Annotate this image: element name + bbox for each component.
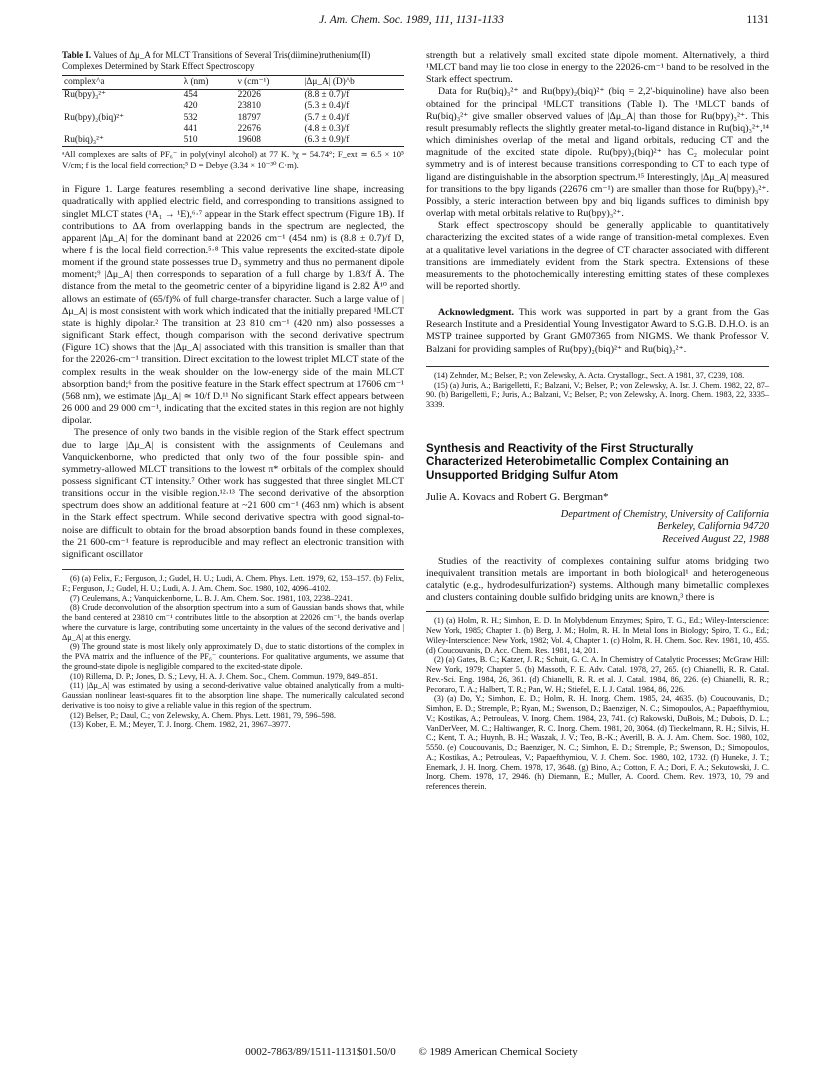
reference-item: (15) (a) Juris, A.; Barigelletti, F.; Balzani, V.; Belser, P.; von Zelewsky, A. Isr. J. Chem. 1982, 22, 87–90. (b) Barigelletti, F.; Juris, A.; Balzani, V.; Belser, P.; von Zelewsky, A. Inorg. Chem. 1983, 22, 3335–3339. (426, 380, 769, 409)
table-cell: 22676 (237, 123, 261, 134)
table-header-cell: ν (cm⁻¹) (236, 76, 303, 90)
stark-table (62, 75, 404, 147)
issn-code: 0002-7863/89/1511-1131$01.50/0 (245, 1046, 396, 1058)
table-cell: Ru(bpy)₂(biq)²⁺ (64, 112, 124, 123)
references-right-top (426, 371, 769, 410)
reference-item: (7) Ceulemans, A.; Vanquickenborne, L. B. J. Am. Chem. Soc. 1981, 103, 2238–2241. (70, 593, 353, 603)
table-cell (62, 124, 182, 135)
table-caption-text: Values of Δμ_A for MLCT Transitions of Several Tris(diimine)ruthenium(II) Complexes Determined by Stark Effect Spectroscopy (62, 50, 371, 71)
table-header-cell: |Δμ_A| (D)^b (303, 76, 405, 90)
references-left (62, 574, 404, 730)
page-number: 1131 (746, 14, 769, 26)
table-cell: (4.8 ± 0.3)/f (304, 123, 350, 134)
body-paragraph: in Figure 1. Large features resembling a second derivative line shape, increasing quadratically with applied electric field, and corresponding to transitions assigned to singlet MLCT states (¹A₁ → ¹E),⁶·⁷ appear in the Stark effect spectrum (Figure 1B). If contributions to ΔA from overlapping bands in the spectrum are neglected, the apparent |Δμ_A| for the dominant band at 22026 cm⁻¹ (454 nm) is (8.8 ± 0.7)/f D, where f is the local field correction.⁵·⁸ This value represents the excited-state dipole moment if the ground state possesses true D₃ symmetry and thus no permanent dipole moment;⁹ |Δμ_A| then corresponds to separation of a full charge by 1.83/f Å. The distance from the metal to the geometric center of a bipyridine ligand is 2.82 Å¹⁰ and allows an estimate of (65/f)% of full charge-transfer character. Such a large value of |Δμ_A| is most consistent with work which indicated that the initially prepared ¹MLCT state is highly dipolar.² The transition at 23 810 cm⁻¹ (420 nm) also possesses a significant Stark effect, though comparison with the second derivative spectrum (Figure 1C) shows that the |Δμ_A| associated with this transition is smaller than that for the 22026-cm⁻¹ transition. Direct excitation to the lowest triplet MLCT state of the complex results in the weak shoulder on the low-energy side of the main MLCT absorption band;⁶ from the positive feature in the Stark effect spectrum at 17606 cm⁻¹ (568 nm), we estimate |Δμ_A| ≃ 10/f D.¹¹ No significant Stark effect appears between 26 000 and 29 000 cm⁻¹, indicating that the excited states in this region are not highly dipolar. (62, 184, 405, 427)
reference-item: (8) Crude deconvolution of the absorption spectrum into a sum of Gaussian bands shows that, while the band centered at 23810 cm⁻¹ contributes little to the absorption at 22026 cm⁻¹, the bands overlap where the curvature is large, contributing some uncertainty in the values of the second derivative and |Δμ_A| at this energy. (62, 603, 404, 642)
reference-item: (11) |Δμ_A| was estimated by using a second-derivative value obtained analytically from a multi-Gaussian nonlinear least-squares fit to the absorption line shape. The numerically calculated second derivative is too noisy to give a reliable value in this region of the spectrum. (62, 681, 404, 710)
body-paragraph: The presence of only two bands in the visible region of the Stark effect spectrum due to large |Δμ_A| is consistent with the assignments of Ceulemans and Vanquickenborne, who predicted that only two of the four possible spin- and symmetry-allowed MLCT transitions to the lowest π* orbitals of the complex should possess significant CT intensity.⁷ Other work has suggested that three singlet MLCT transitions occur in the visible region.¹²·¹³ The second derivative of the absorption spectrum does show an additional feature at ~21 600 cm⁻¹ (463 nm) which is absent in the Stark effect spectrum. While second derivative spectra with good signal-to-noise are difficult to obtain for the broad absorption bands found in these complexes, the 21 600-cm⁻¹ feature is reproducible and may reflect an electronic transition with significant oscillator (62, 427, 404, 560)
running-header (0, 14, 823, 30)
table-cell: (5.3 ± 0.4)/f (304, 101, 350, 112)
table-cell: 532 (183, 112, 198, 123)
reference-item: (6) (a) Felix, F.; Ferguson, J.; Gudel, H. U.; Ludi, A. Chem. Phys. Lett. 1979, 62, 153–157. (b) Felix, F.; Ferguson, J.; Gudel, H. U.; Ludi, A. J. Am. Chem. Soc. 1980, 102, 4096–4102. (62, 574, 404, 593)
table-footnotes: ᵃAll complexes are salts of PF₆⁻ in poly(vinyl alcohol) at 77 K. ᵇχ = 54.74°; F_ext ≃ 6.5 × 10⁵ V/cm; f is the local field correction;⁵ D = Debye (3.34 × 10⁻³⁰ C·m). (62, 149, 404, 170)
reference-item: (12) Belser, P.; Daul, C.; von Zelewsky, A. Chem. Phys. Lett. 1981, 79, 596–598. (70, 710, 336, 720)
table-row (62, 101, 404, 112)
reference-item: (9) The ground state is most likely only approximately D₃ due to static distortions of the complex in the PVA matrix and the influence of the PF₆⁻ counterions. For qualitative arguments, we assume that the ground-state dipole is negligible compared to the excited-state dipole. (62, 642, 404, 671)
reference-item: (2) (a) Gates, B. C.; Katzer, J. R.; Schuit, G. C. A. In Chemistry of Catalytic Processes; McGraw Hill: New York, 1979; Chapter 5. (b) Massoth, F. E. Adv. Catal. 1978, 27, 265. (c) Chianelli, R. R. Catal. Rev.-Sci. Eng. 1984, 26, 361. (d) Chianelli, R. R. et al. J. Catal. 1984, 86, 226. (e) Chianelli, R. R.; Pecoraro, T. A.; Halbert, T. R.; Pan, W. H.; Stiefel, E. I. J. Catal. 1984, 86, 226. (426, 655, 769, 694)
table-cell: (5.7 ± 0.4)/f (304, 112, 350, 123)
table-header-row (62, 76, 404, 90)
table-cell: 510 (183, 135, 198, 146)
journal-citation: J. Am. Chem. Soc. 1989, 111, 1131-1133 (319, 14, 504, 26)
table-row (62, 90, 404, 102)
received-date: Received August 22, 1988 (662, 533, 769, 545)
body-paragraph: Studies of the reactivity of complexes containing sulfur atoms bridging two inequivalent transition metals are important in both biological¹ and heterogeneous catalytic (e.g., hydrodesulfurization²) systems. Although many bimetallic complexes and clusters containing double sulfido bridging units are known,³ there is (426, 555, 769, 604)
right-column (426, 50, 769, 792)
reference-item: (3) (a) Do, Y.; Simhon, E. D.; Holm, R. H. Inorg. Chem. 1985, 24, 4635. (b) Coucouvanis, D.; Simhon, E. D.; Stremple, P.; Ryan, M.; Swenson, D.; Baenziger, N. C.; Simopoulos, A.; Papaefthymiou, V.; Kostikas, A.; Petrouleas, V. Inorg. Chem. 1984, 23, 741. (c) Rakowski, DuBois, M.; Dubois, D. L.; VanDerVeer, M. C.; Haltiwanger, R. C. Inorg. Chem. 1981, 20, 3064. (d) Tieckelmann, R. H.; Silvis, H. C.; Kent, T. A.; Huynh, B. H.; Waszak, J. V.; Teo, B.-K.; Averill, B. A. J. Am. Chem. Soc. 1980, 102, 5550. (e) Coucouvanis, D.; Baenziger, N. C.; Simhon, E. D.; Stremple, P.; Swenson, D.; Simopoulos, A.; Kostikas, A.; Petrouleas, V.; Papaefthymiou, V. J. Chem. Soc. 1980, 102, 1732. (f) Huneke, J. T.; Enemark, J. H. Inorg. Chem. 1978, 17, 3648. (g) Bino, A.; Cotton, F. A.; Dori, F. A.; Sekutowski, J. C. Inorg. Chem. 1978, 17, 2946. (h) Diemann, E.; Muller, A. Coord. Chem. Rev. 1973, 10, 79 and references therein. (426, 694, 769, 792)
table-cell (62, 101, 182, 112)
table-cell: 18797 (237, 112, 261, 123)
body-paragraph: Data for Ru(biq)₃²⁺ and Ru(bpy)₂(biq)²⁺ (biq = 2,2'-biquinoline) have also been obtained for the principal ¹MLCT transitions (Table I). The ¹MLCT bands of Ru(biq)₃²⁺ give smaller observed values of |Δμ_A| than those for Ru(bpy)₃²⁺. This result presumably reflects the slightly greater metal-to-ligand distance in Ru(biq)₃²⁺,¹⁴ which diminishes overlap of the metal and ligand orbitals, reducing CT and the magnitude of the excited state dipole. Ru(bpy)₂(biq)²⁺ has C₂ molecular point symmetry and is of interest because transitions corresponding to CT to each type of ligand are distinguishable in the absorption spectrum.¹⁵ Interestingly, |Δμ_A| measured for transitions to the bpy ligands (22676 cm⁻¹) are smaller than those for Ru(bpy)₃²⁺. Possibly, a steric interaction between bpy and biq ligands suffices to diminish bpy overlap with metal orbitals relative to Ru(bpy)₃²⁺. (426, 86, 769, 220)
table-cell: 454 (183, 90, 198, 101)
copyright: © 1989 American Chemical Society (418, 1046, 578, 1058)
body-paragraph: Stark effect spectroscopy should be generally applicable to quantitatively characterizing the excited states of a wide range of transition-metal complexes. Even at a qualitative level variations in the degree of CT character associated with different transitions are immediately evident from the Stark spectra. Extensions of these measurements to the photochemically interesting emitting states of these complexes will be reported shortly. (426, 220, 769, 292)
table-header-cell: complex^a (62, 76, 182, 90)
reference-item: (10) Rillema, D. P.; Jones, D. S.; Levy, H. A. J. Chem. Soc., Chem. Commun. 1979, 849–851. (70, 671, 378, 681)
article-authors: Julie A. Kovacs and Robert G. Bergman* (426, 490, 609, 503)
left-column (62, 50, 404, 730)
acknowledgment-text: This work was supported in part by a grant from the Gas Research Institute and a Presidential Young Investigator Award to S.G.B. D.H.O. is an MSTP trainee supported by Grant GM07365 from NIGMS. We thank Professor V. Balzani for providing samples of Ru(bpy)₂(biq)²⁺ and Ru(biq)₃²⁺. (426, 307, 769, 355)
affiliation-city: Berkeley, California 94720 (657, 521, 769, 533)
reference-item: (13) Kober, E. M.; Meyer, T. J. Inorg. Chem. 1982, 21, 3967–3977. (70, 720, 291, 730)
table-row (62, 135, 404, 147)
page-footer (0, 1046, 823, 1058)
acknowledgment (426, 307, 769, 356)
footnote-divider (426, 366, 769, 367)
acknowledgment-label: Acknowledgment. (438, 307, 514, 319)
table-cell: Ru(bpy)₃²⁺ (64, 90, 106, 101)
table-cell: 19608 (237, 135, 261, 146)
table-cell: (8.8 ± 0.7)/f (304, 90, 350, 101)
article-title: Synthesis and Reactivity of the First Structurally Characterized Heterobimetallic Complex Containing an Unsupported Bridging Sulfur Atom (426, 441, 729, 482)
footnote-divider (426, 611, 769, 612)
table-cell: 22026 (237, 90, 261, 101)
footnote-divider (62, 569, 404, 570)
table-cell: 441 (183, 123, 198, 134)
affiliation: Department of Chemistry, University of California (560, 508, 769, 520)
table-cell: (6.3 ± 0.9)/f (304, 135, 350, 146)
reference-item: (14) Zehnder, M.; Belser, P.; von Zelewsky, A. Acta. Crystallogr., Sect. A 1981, 37, C239, 108. (434, 370, 745, 380)
table-cell: 23810 (237, 101, 261, 112)
table-cell: 420 (183, 101, 198, 112)
references-right-bottom (426, 616, 769, 792)
reference-item: (1) (a) Holm, R. H.; Simhon, E. D. In Molybdenum Enzymes; Spiro, T. G., Ed.; Wiley-Interscience: New York, 1985; Chapter 1. (b) Berg, J. M.; Holm, R. H. In Metal Ions in Biology; Spiro, T. G., Ed.; Wiley-Interscience: New York, 1982; Vol. 4, Chapter 1. (c) Holm, R. H. Chem. Soc. Rev. 1981, 10, 455. (d) Coucouvanis, D. Acc. Chem. Res. 1981, 14, 201. (426, 616, 769, 655)
table-row (62, 124, 404, 135)
table-caption (62, 50, 404, 72)
table-row (62, 113, 404, 124)
body-paragraph: strength but a relatively small excited state dipole moment. Alternatively, a third ¹MLCT band may lie too close in energy to the 22026-cm⁻¹ band to be resolved in the Stark effect spectrum. (426, 50, 769, 86)
table-cell: Ru(biq)₃²⁺ (64, 135, 104, 146)
table-header-cell: λ (nm) (182, 76, 236, 90)
table-caption-label: Table I. (62, 50, 92, 60)
